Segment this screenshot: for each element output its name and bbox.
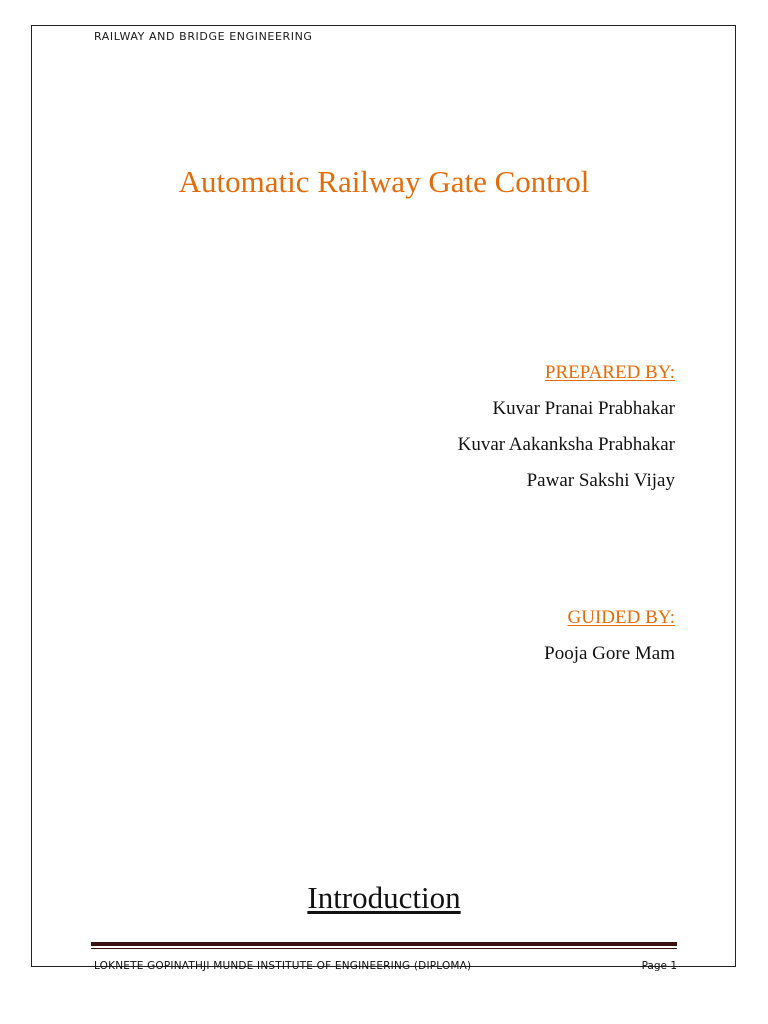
author-name: Kuvar Aakanksha Prabhakar: [457, 434, 675, 455]
footer-rule-thin: [91, 948, 677, 949]
author-name: Kuvar Pranai Prabhakar: [492, 398, 675, 419]
page-number: Page 1: [641, 960, 677, 972]
footer-rule: [91, 942, 677, 946]
guide-name: Pooja Gore Mam: [544, 643, 675, 664]
section-heading: Introduction: [307, 880, 461, 915]
footer-institute: LOKNETE GOPINATHJI MUNDE INSTITUTE OF ENGINEERING (DIPLOMA): [94, 960, 472, 972]
document-title: Automatic Railway Gate Control: [178, 164, 590, 199]
guided-by-block: [544, 600, 675, 672]
guided-by-label: GUIDED BY:: [567, 607, 675, 628]
prepared-by-block: [458, 355, 675, 499]
prepared-by-label: PREPARED BY:: [544, 362, 675, 383]
author-name: Pawar Sakshi Vijay: [526, 470, 675, 491]
running-header: RAILWAY AND BRIDGE ENGINEERING: [94, 30, 313, 43]
